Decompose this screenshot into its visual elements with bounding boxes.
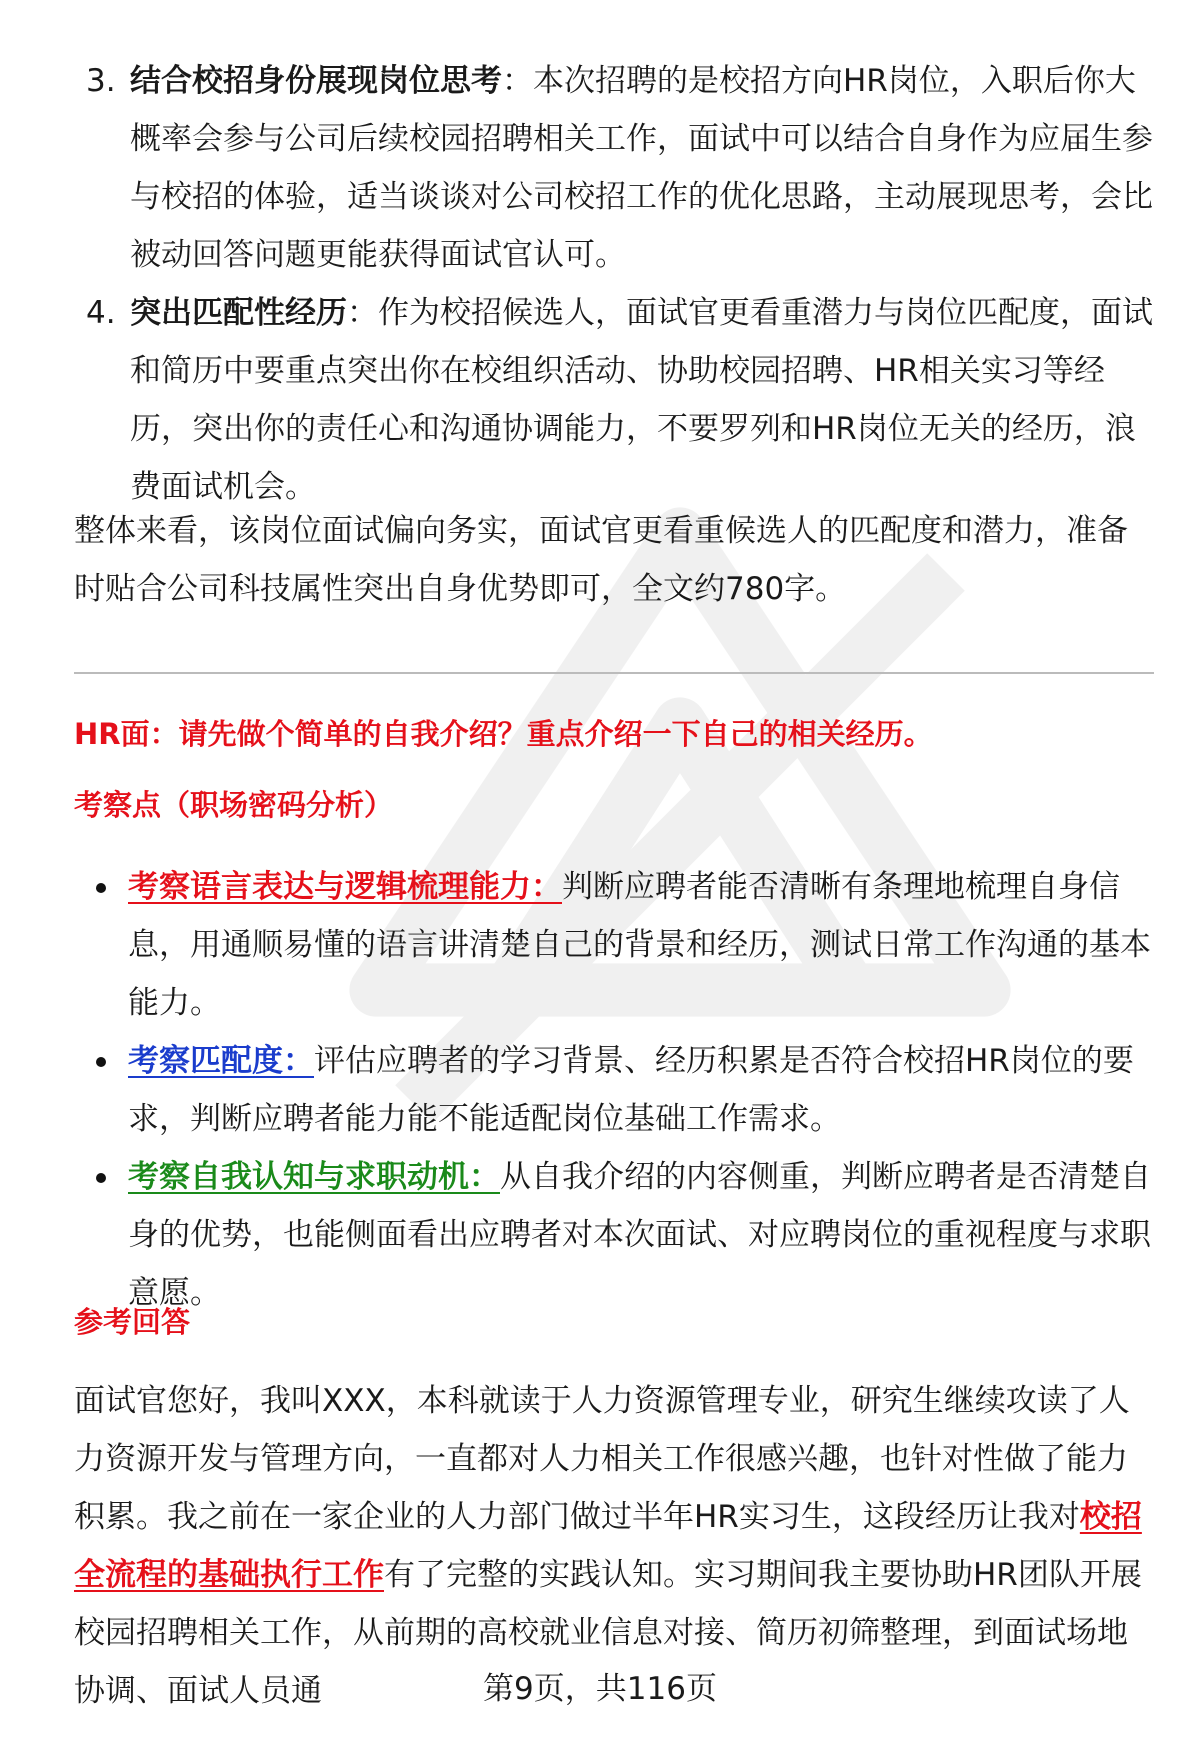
list-item-separator: ：	[502, 63, 533, 99]
bullet-label: 考察自我认知与求职动机：	[128, 1159, 500, 1195]
analysis-heading: 考察点（职场密码分析）	[74, 788, 394, 822]
bullet-text: 评估应聘者的学习背景、经历积累是否符合校招HR岗位的要求，判断应聘者能力能不能适配岗位基础工作需求。	[128, 1043, 1134, 1137]
answer-highlight: 校招全流程的基础执行工作	[74, 1499, 1142, 1593]
bullet-item	[74, 858, 1154, 1032]
list-item	[74, 284, 1154, 516]
bullet-dot	[96, 1057, 106, 1067]
list-number: 4.	[86, 295, 116, 331]
numbered-list	[74, 52, 1154, 516]
section-divider	[74, 672, 1154, 674]
summary-paragraph: 整体来看，该岗位面试偏向务实，面试官更看重候选人的匹配度和潜力，准备时贴合公司科技属性突出自身优势即可，全文约780字。	[74, 513, 1128, 607]
list-item	[74, 52, 1154, 284]
analysis-bullet-list	[74, 858, 1154, 1322]
page-footer: 第9页，共116页	[483, 1671, 717, 1707]
list-item-text: 作为校招候选人，面试官更看重潜力与岗位匹配度，面试和简历中要重点突出你在校组织活动、协助校园招聘、HR相关实习等经历，突出你的责任心和沟通协调能力，不要罗列和HR岗位无关的经历，浪费面试机会。	[130, 295, 1153, 505]
list-number: 3.	[86, 63, 116, 99]
bullet-label: 考察语言表达与逻辑梳理能力：	[128, 869, 562, 905]
bullet-dot	[96, 1173, 106, 1183]
answer-heading: 参考回答	[74, 1305, 191, 1339]
bullet-dot	[96, 883, 106, 893]
bullet-text: 判断应聘者能否清晰有条理地梳理自身信息，用通顺易懂的语言讲清楚自己的背景和经历，测试日常工作沟通的基本能力。	[128, 869, 1151, 1021]
bullet-item	[74, 1032, 1154, 1148]
list-item-title: 结合校招身份展现岗位思考	[130, 63, 502, 99]
bullet-label: 考察匹配度：	[128, 1043, 314, 1079]
list-item-title: 突出匹配性经历	[130, 295, 347, 331]
interview-question: HR面：请先做个简单的自我介绍？重点介绍一下自己的相关经历。	[74, 717, 933, 751]
answer-text-continued: 有了完整的实践认知。实习期间我主要协助HR团队开展校园招聘相关工作，从前期的高校就业信息对接、简历初筛整理，到面试场地协调、面试人员通	[74, 1557, 1142, 1709]
bullet-text: 从自我介绍的内容侧重，判断应聘者是否清楚自身的优势，也能侧面看出应聘者对本次面试、对应聘岗位的重视程度与求职意愿。	[128, 1159, 1151, 1311]
list-item-separator: ：	[347, 295, 378, 331]
list-item-text: 本次招聘的是校招方向HR岗位，入职后你大概率会参与公司后续校园招聘相关工作，面试中可以结合自身作为应届生参与校招的体验，适当谈谈对公司校招工作的优化思路，主动展现思考，会比被动回答问题更能获得面试官认可。	[130, 63, 1153, 273]
answer-text: 面试官您好，我叫XXX，本科就读于人力资源管理专业，研究生继续攻读了人力资源开发与管理方向，一直都对人力相关工作很感兴趣，也针对性做了能力积累。我之前在一家企业的人力部门做过半年HR实习生，这段经历让我对	[74, 1383, 1130, 1535]
bullet-item	[74, 1148, 1154, 1322]
